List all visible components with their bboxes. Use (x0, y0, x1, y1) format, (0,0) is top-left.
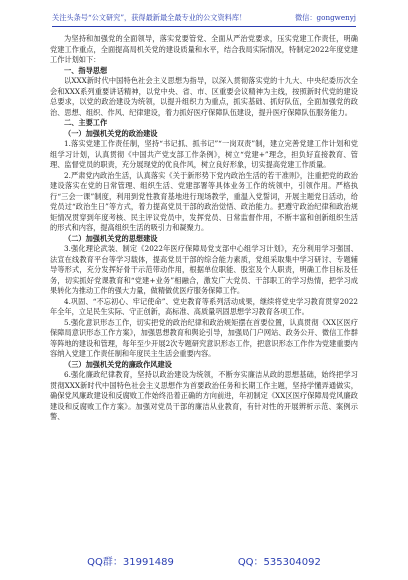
subsection-integrity-heading: （三）加强机关党的廉政作风建设 (64, 359, 172, 369)
document-body (50, 34, 358, 423)
header-divider (52, 26, 356, 27)
header-notice-link[interactable]: 关注头条号“公文研究”，获得最新最全最专业的公文资料库！ (52, 13, 247, 22)
page-header (52, 12, 356, 24)
footer-qq-group: QQ群：31991489 (87, 557, 174, 568)
paragraph-5: 5.强化意识形态工作，切实把党的政治纪律和政治规矩摆在首要位置，认真贯彻《XX区医疗保障局意识形态工作方案》，加强思想教育和舆论引导，加强局门户网站、政务公开、微信工作群等阵地的建设和管理，每年至少开展2次专题研究意识形态工作，把意识形态工作作为党建重要内容纳入党建工作责任制和年度民主生活会重要内容。 (50, 317, 358, 358)
subsection-ideology-heading: （二）加强机关党的思想建设 (64, 233, 158, 243)
section-1-heading: 一、指导思想 (64, 65, 108, 75)
paragraph-4: 4.巩固、“不忘初心、牢记使命”、党史教育等系列活动成果，继续将党史学习教育贯穿2022年全年，立足民生实际、守正创新，高标准、高质量巩固思想学习教育各项工作。 (50, 296, 358, 316)
section-2-heading: 二、主要工作 (64, 118, 108, 127)
paragraph-2: 2.严肃党内政治生活，认真落实《关于新形势下党内政治生活的若干准则》，注重把党的政治建设落实在党的日常管理、组织生活、党建部署等具体业务工作的统领中，引领作用。严格执行“三会一课”制度，利用到党性教育基地进行现场教学，重温入党誓词，开展主题党日活动，给党员过“政治生日”等方式，着力提高党员干部的政治觉悟、政治能力。把遵守政治纪律和政治规矩情况贯穿到年度考核、民主评议党员中，发挥党员、日常监督作用，不断丰富和创新组织生活的形式和内容，提高组织生活的吸引力和凝聚力。 (50, 170, 358, 232)
paragraph-6: 6.强化廉政纪律教育，坚持以政治建设为统领，不断夯实廉洁从政的思想基础，始终把学习贯彻XXX新时代中国特色社会主义思想作为首要政治任务和长期工作主题，坚持学懂弄通做实，确保党风廉政建设和反腐败工作始终沿着正确的方向前进，年初制定《XX区医疗保障局党风廉政建设和反腐败工作方案》。加强对党员干部的廉洁从业教育，有针对性的开展辨析示范、案例示警、 (50, 370, 358, 421)
intro-paragraph: 为坚持和加强党的全面领导，落实党要管党、全面从严治党要求，压实党建工作责任，明确党建工作重点，全面提高局机关党的建设质量和水平，结合我局实际情况，特制定2022年度党建工作计划如下： (50, 34, 358, 64)
paragraph-3: 3.强化理论武装、制定《2022年医疗保障局党支部中心组学习计划》，充分利用学习强国、法宣在线教育平台等学习载体，提高党员干部的综合能力素质，党组采取集中学习研讨、专题辅导等形式，充分发挥好骨干示范带动作用，根据单位职能、股室及个人职责，明确工作目标及任务，切实抓好党课教育和“党建+业务”相融合，激发广大党员、干部职工的学习热情，把学习成果转化为推动工作的强大力量，做精做优医疗服务保障工作。 (50, 244, 358, 295)
page-footer (0, 553, 408, 568)
header-wechat: 微信：gongwenyj (294, 13, 356, 22)
section-1-paragraph: 以XXX新时代中国特色社会主义思想为指导，以深入贯彻落实党的十九大、中央纪委历次全会和XXX系列重要讲话精神，以党中央、省、市、区重要会议精神为主线，按照新时代党的建设总要求，以党的政治建设为统领，以提升组织力为重点，抓实基础、抓好队伍，全面加强党的政治、思想、组织、作风、纪律建设，着力抓好医疗保障队伍建设，提升医疗保障队伍服务能力。 (50, 76, 358, 117)
footer-qq: QQ：535304092 (237, 557, 321, 568)
subsection-political-heading: （一）加强机关党的政治建设 (64, 128, 158, 138)
paragraph-1: 1.落实党建工作责任制，坚持“书记抓、抓书记”“一岗双责”制，建立完善党建工作计划和党组学习计划，认真贯彻《中国共产党支部工作条例》，树立“党建+”理念，担负好直接教育、管理、监督党员的职责，充分展现党的优良作风，树立良好形象，切实提高党建工作质量。 (50, 139, 358, 169)
